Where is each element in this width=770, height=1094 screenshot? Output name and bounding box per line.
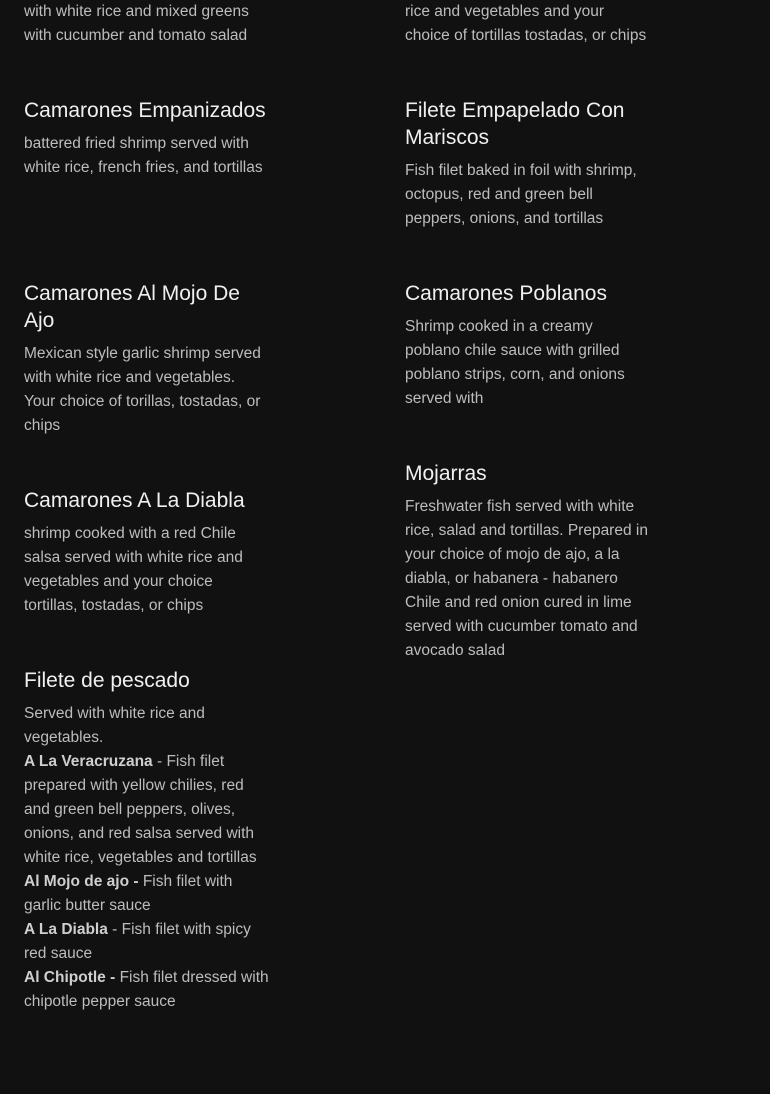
filete-variant	[24, 918, 270, 966]
menu-item-title: Camarones Al Mojo De Ajo	[24, 282, 240, 332]
variant-text: Fish filet with spicy red sauce	[24, 921, 251, 962]
menu-item-description: Shrimp cooked in a creamy poblano chile sauce with grilled poblano strips, corn, and onions served with	[405, 318, 625, 407]
variant-separator: -	[107, 921, 122, 938]
menu-item-intro: Served with white rice and vegetables.	[24, 705, 205, 746]
menu-item-description: Freshwater fish served with white rice, salad and tortillas. Prepared in your choice of mojo de ajo, a la diabla, or habanera - habanero Chile and red onion cured in lime served with cucumber tomato and avocado salad	[405, 498, 648, 659]
menu-item-camarones-empanizados	[24, 97, 270, 180]
menu-item-description: with white rice and mixed greens with cucumber and tomato salad	[24, 3, 249, 44]
menu-item-title: Camarones Empanizados	[24, 99, 266, 122]
menu-item-title: Mojarras	[405, 462, 487, 485]
menu-item-title: Filete de pescado	[24, 669, 190, 692]
menu-item-mojarras	[405, 460, 651, 663]
variant-name: Al Chipotle -	[24, 969, 116, 986]
menu-item-description: rice and vegetables and your choice of tortillas tostadas, or chips	[405, 3, 647, 44]
menu-item-camarones-poblanos	[405, 280, 651, 411]
filete-variant	[24, 966, 270, 1014]
filete-variant	[24, 750, 270, 870]
variant-text: Fish filet dressed with chipotle pepper sauce	[24, 969, 269, 1010]
menu-item-partial-right	[405, 0, 651, 48]
filete-variant	[24, 870, 270, 918]
variant-name: Al Mojo de ajo -	[24, 873, 139, 890]
menu-item-partial-left	[24, 0, 270, 48]
variant-name: A La Veracruzana	[24, 753, 153, 770]
variant-name: A La Diabla	[24, 921, 108, 938]
menu-item-filete-de-pescado	[24, 667, 270, 1014]
menu-item-description: Mexican style garlic shrimp served with white rice and vegetables. Your choice of torillas, tostadas, or chips	[24, 345, 261, 434]
menu-item-title: Camarones A La Diabla	[24, 489, 245, 512]
menu-item-description	[24, 702, 270, 1014]
menu-item-description: shrimp cooked with a red Chile salsa served with white rice and vegetables and your choice tortillas, tostadas, or chips	[24, 525, 243, 614]
variant-text: Fish filet with garlic butter sauce	[24, 873, 233, 914]
menu-item-camarones-a-la-diabla	[24, 487, 270, 618]
menu-item-description: battered fried shrimp served with white rice, french fries, and tortillas	[24, 135, 263, 176]
menu-item-description: Fish filet baked in foil with shrimp, octopus, red and green bell peppers, onions, and tortillas	[405, 162, 637, 227]
menu-item-title: Camarones Poblanos	[405, 282, 607, 305]
variant-text: Fish filet prepared with yellow chilies, red and green bell peppers, olives, onions, and red salsa served with white rice, vegetables and tortillas	[24, 753, 257, 866]
variant-separator: -	[152, 753, 167, 770]
menu-item-title: Filete Empapelado Con Mariscos	[405, 99, 625, 149]
menu-item-camarones-al-mojo-de-ajo	[24, 280, 270, 438]
menu-item-filete-empapelado	[405, 97, 651, 231]
